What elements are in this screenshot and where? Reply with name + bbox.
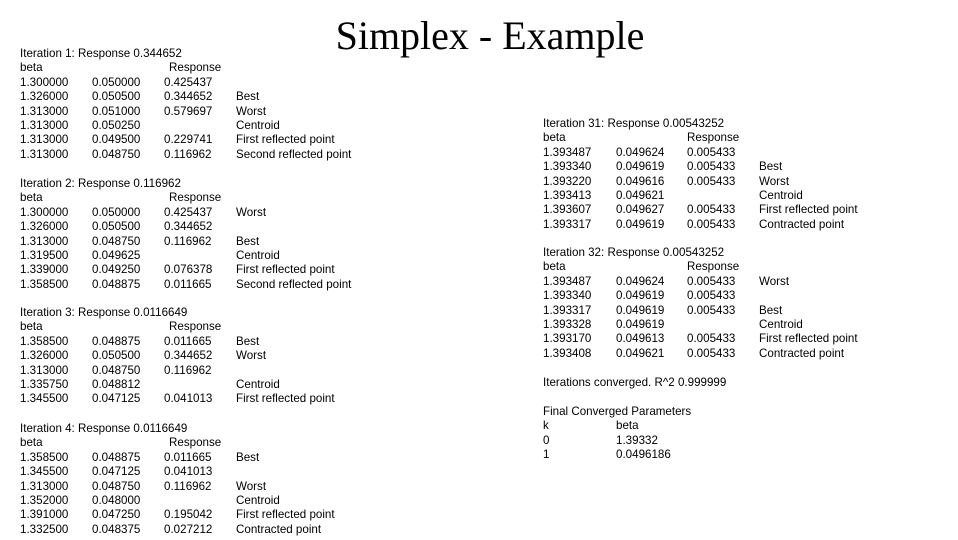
- column-header-row: [20, 320, 222, 334]
- cell-beta: 1.319500: [20, 248, 69, 262]
- table-row: [543, 346, 845, 361]
- iteration-block-1: [20, 47, 352, 162]
- cell-k: 0.049619: [616, 303, 665, 317]
- cell-note: Contracted point: [759, 346, 845, 360]
- cell-beta: 1.345500: [20, 392, 69, 406]
- cell-beta: 1.358500: [20, 450, 69, 464]
- table-row: [20, 334, 260, 349]
- iteration-heading: Iteration 3: Response 0.0116649: [20, 306, 188, 319]
- table-row: [20, 90, 260, 104]
- cell-response: 0.011665: [164, 334, 212, 348]
- cell-k: 0.048750: [92, 234, 141, 248]
- cell-note: First reflected point: [759, 203, 858, 217]
- cell-beta: 1.300000: [20, 75, 69, 89]
- cell-beta: 1.352000: [20, 493, 69, 507]
- cell-response: 0.005433: [687, 303, 736, 317]
- iteration-heading: Iteration 32: Response 0.00543252: [543, 246, 725, 259]
- cell-beta: 1.393328: [543, 317, 592, 331]
- cell-beta: 1.358500: [20, 334, 69, 348]
- cell-beta: 1.393413: [543, 188, 592, 202]
- cell-response: 0.425437: [164, 75, 213, 89]
- column-header-row: [543, 131, 740, 145]
- cell-k: 0.047250: [92, 508, 141, 522]
- cell-response: 0.027212: [164, 522, 213, 536]
- table-row: [20, 493, 280, 508]
- final-parameters-block: [543, 405, 691, 463]
- column-header-beta: beta: [20, 320, 43, 334]
- column-header-response: Response: [687, 260, 740, 274]
- cell-note: Centroid: [759, 317, 803, 331]
- cell-k: 0.049613: [616, 332, 665, 346]
- column-header-response: Response: [169, 191, 222, 205]
- cell-response: 0.076378: [164, 263, 213, 277]
- iteration-block-3: [20, 306, 335, 407]
- column-header-row: [543, 260, 740, 274]
- cell-k: 0.049624: [616, 274, 665, 288]
- cell-note: First reflected point: [236, 263, 335, 277]
- cell-k: 0.050000: [92, 75, 141, 89]
- cell-response: 0.116962: [164, 147, 212, 161]
- cell-beta: 1.393607: [543, 203, 592, 217]
- cell-beta: 0.0496186: [616, 448, 671, 462]
- column-header-beta: beta: [20, 191, 43, 205]
- table-row: [20, 263, 335, 277]
- iteration-block-31: [543, 117, 858, 232]
- cell-beta: 1.313000: [20, 118, 69, 132]
- table-row: [543, 145, 736, 160]
- cell-k: 0.050500: [92, 220, 141, 234]
- slide-title: Simplex - Example: [335, 13, 645, 58]
- cell-k: 0.048875: [92, 450, 141, 464]
- cell-k: 0.049619: [616, 217, 665, 231]
- table-row: [20, 133, 335, 147]
- table-row: [20, 349, 267, 363]
- cell-beta: 1.332500: [20, 522, 69, 536]
- table-row: [20, 220, 213, 234]
- table-row: [20, 205, 267, 220]
- table-row: [543, 203, 858, 217]
- cell-beta: 1.300000: [20, 205, 69, 219]
- table-row: [20, 363, 212, 378]
- table-row: [543, 448, 691, 462]
- cell-note: Worst: [759, 174, 790, 188]
- cell-k: 0: [543, 433, 550, 447]
- column-header-beta: beta: [20, 61, 43, 75]
- table-row: [543, 174, 790, 189]
- cell-response: 0.344652: [164, 220, 213, 234]
- cell-k: 0.048750: [92, 147, 141, 161]
- cell-note: First reflected point: [759, 332, 858, 346]
- cell-k: 0.048875: [92, 334, 141, 348]
- cell-k: 0.050500: [92, 90, 141, 104]
- cell-response: 0.344652: [164, 90, 213, 104]
- cell-response: 0.344652: [164, 349, 213, 363]
- cell-beta: 1.313000: [20, 133, 69, 147]
- cell-response: 0.005433: [687, 346, 736, 360]
- cell-beta: 1.339000: [20, 263, 69, 277]
- column-header-beta: beta: [20, 436, 43, 450]
- column-header-response: Response: [169, 320, 222, 334]
- cell-k: 0.049250: [92, 263, 141, 277]
- cell-note: Best: [759, 303, 783, 317]
- table-row: [20, 450, 260, 465]
- column-header-k: k: [543, 419, 549, 433]
- final-parameters-heading: Final Converged Parameters: [543, 405, 692, 418]
- cell-response: 0.005433: [687, 203, 736, 217]
- cell-response: 0.195042: [164, 508, 213, 522]
- convergence-text: Iterations converged. R^2 0.999999: [543, 376, 727, 389]
- cell-note: Centroid: [236, 493, 280, 507]
- table-row: [20, 147, 352, 162]
- cell-beta: 1.393220: [543, 174, 592, 188]
- cell-note: Centroid: [236, 377, 280, 391]
- table-row: [543, 317, 803, 332]
- cell-response: 0.005433: [687, 145, 736, 159]
- cell-response: 0.116962: [164, 363, 212, 377]
- iteration-block-32: [543, 246, 858, 361]
- column-header-response: Response: [687, 131, 740, 145]
- cell-beta: 1.393170: [543, 332, 592, 346]
- cell-k: 0.048812: [92, 377, 141, 391]
- cell-note: Worst: [236, 104, 267, 118]
- cell-beta: 1.393340: [543, 160, 592, 174]
- column-header-beta: beta: [543, 131, 566, 145]
- cell-k: 0.049619: [616, 317, 665, 331]
- cell-note: First reflected point: [236, 133, 335, 147]
- cell-k: 1: [543, 448, 550, 462]
- cell-k: 0.050500: [92, 349, 141, 363]
- cell-k: 0.047125: [92, 392, 141, 406]
- table-row: [20, 479, 267, 494]
- cell-note: Best: [236, 334, 260, 348]
- table-row: [543, 188, 803, 203]
- cell-note: Contracted point: [759, 217, 845, 231]
- cell-note: Centroid: [236, 248, 280, 262]
- cell-beta: 1.393487: [543, 274, 592, 288]
- cell-k: 0.049619: [616, 160, 665, 174]
- cell-note: Best: [759, 160, 783, 174]
- cell-k: 0.049624: [616, 145, 665, 159]
- cell-beta: 1.393340: [543, 289, 592, 303]
- column-header-response: Response: [169, 61, 222, 75]
- table-row: [20, 465, 213, 479]
- cell-k: 0.049621: [616, 346, 665, 360]
- column-header-response: Response: [169, 436, 222, 450]
- table-row: [20, 118, 280, 133]
- cell-response: 0.005433: [687, 217, 736, 231]
- cell-beta: 1.326000: [20, 90, 69, 104]
- cell-k: 0.047125: [92, 465, 141, 479]
- table-row: [20, 277, 352, 292]
- cell-beta: 1.393317: [543, 303, 592, 317]
- cell-beta: 1.313000: [20, 234, 69, 248]
- cell-k: 0.048750: [92, 479, 141, 493]
- cell-note: Best: [236, 450, 260, 464]
- cell-response: 0.011665: [164, 450, 212, 464]
- column-header-beta: beta: [616, 419, 639, 433]
- cell-beta: 1.345500: [20, 465, 69, 479]
- convergence-note: [543, 376, 726, 390]
- column-header-row: [20, 61, 222, 75]
- cell-beta: 1.313000: [20, 479, 69, 493]
- table-row: [20, 248, 280, 263]
- cell-beta: 1.326000: [20, 349, 69, 363]
- cell-beta: 1.393317: [543, 217, 592, 231]
- cell-note: Worst: [236, 479, 267, 493]
- table-row: [20, 522, 322, 537]
- cell-k: 0.049625: [92, 248, 141, 262]
- cell-response: 0.041013: [164, 392, 213, 406]
- cell-note: Centroid: [759, 188, 803, 202]
- cell-response: 0.116962: [164, 479, 212, 493]
- iteration-block-4: [20, 422, 335, 537]
- table-row: [543, 160, 783, 174]
- column-header-row: [20, 436, 222, 450]
- cell-note: Worst: [236, 349, 267, 363]
- cell-k: 0.050000: [92, 205, 141, 219]
- cell-response: 0.005433: [687, 289, 736, 303]
- cell-note: Contracted point: [236, 522, 322, 536]
- cell-beta: 1.358500: [20, 277, 69, 291]
- column-header-row: [20, 191, 222, 205]
- cell-response: 0.005433: [687, 274, 736, 288]
- cell-k: 0.048000: [92, 493, 141, 507]
- iteration-heading: Iteration 1: Response 0.344652: [20, 47, 182, 60]
- iteration-heading: Iteration 31: Response 0.00543252: [543, 117, 725, 130]
- table-row: [20, 377, 280, 392]
- cell-note: Best: [236, 90, 260, 104]
- cell-beta: 1.39332: [616, 433, 658, 447]
- cell-beta: 1.393408: [543, 346, 592, 360]
- cell-response: 0.041013: [164, 465, 213, 479]
- cell-k: 0.049616: [616, 174, 665, 188]
- cell-k: 0.049621: [616, 188, 665, 202]
- cell-response: 0.005433: [687, 332, 736, 346]
- cell-response: 0.229741: [164, 133, 213, 147]
- cell-note: Worst: [759, 274, 790, 288]
- table-row: [20, 75, 213, 90]
- cell-note: Best: [236, 234, 260, 248]
- cell-beta: 1.313000: [20, 104, 69, 118]
- iteration-heading: Iteration 4: Response 0.0116649: [20, 422, 188, 435]
- iteration-block-2: [20, 177, 352, 292]
- cell-k: 0.050250: [92, 118, 141, 132]
- cell-note: Worst: [236, 205, 267, 219]
- cell-beta: 1.326000: [20, 220, 69, 234]
- table-row: [543, 434, 691, 448]
- cell-response: 0.425437: [164, 205, 213, 219]
- column-header-beta: beta: [543, 260, 566, 274]
- cell-note: Centroid: [236, 118, 280, 132]
- cell-beta: 1.393487: [543, 145, 592, 159]
- table-row: [20, 104, 267, 119]
- cell-k: 0.048875: [92, 277, 141, 291]
- cell-beta: 1.313000: [20, 147, 69, 161]
- cell-response: 0.011665: [164, 277, 212, 291]
- cell-k: 0.048750: [92, 363, 141, 377]
- cell-k: 0.049619: [616, 289, 665, 303]
- cell-note: Second reflected point: [236, 147, 352, 161]
- column-header-row: [543, 419, 691, 433]
- table-row: [543, 303, 783, 318]
- cell-note: Second reflected point: [236, 277, 352, 291]
- cell-beta: 1.313000: [20, 363, 69, 377]
- table-row: [543, 217, 845, 232]
- table-row: [543, 332, 858, 346]
- table-row: [20, 234, 260, 249]
- cell-response: 0.005433: [687, 160, 736, 174]
- table-row: [20, 392, 335, 406]
- cell-note: First reflected point: [236, 508, 335, 522]
- cell-note: First reflected point: [236, 392, 335, 406]
- cell-k: 0.048375: [92, 522, 141, 536]
- table-row: [543, 274, 790, 289]
- cell-beta: 1.391000: [20, 508, 69, 522]
- cell-k: 0.051000: [92, 104, 141, 118]
- cell-beta: 1.335750: [20, 377, 69, 391]
- cell-k: 0.049500: [92, 133, 141, 147]
- cell-response: 0.005433: [687, 174, 736, 188]
- cell-k: 0.049627: [616, 203, 665, 217]
- iteration-heading: Iteration 2: Response 0.116962: [20, 177, 181, 190]
- table-row: [20, 508, 335, 522]
- cell-response: 0.116962: [164, 234, 212, 248]
- table-row: [543, 289, 736, 303]
- cell-response: 0.579697: [164, 104, 213, 118]
